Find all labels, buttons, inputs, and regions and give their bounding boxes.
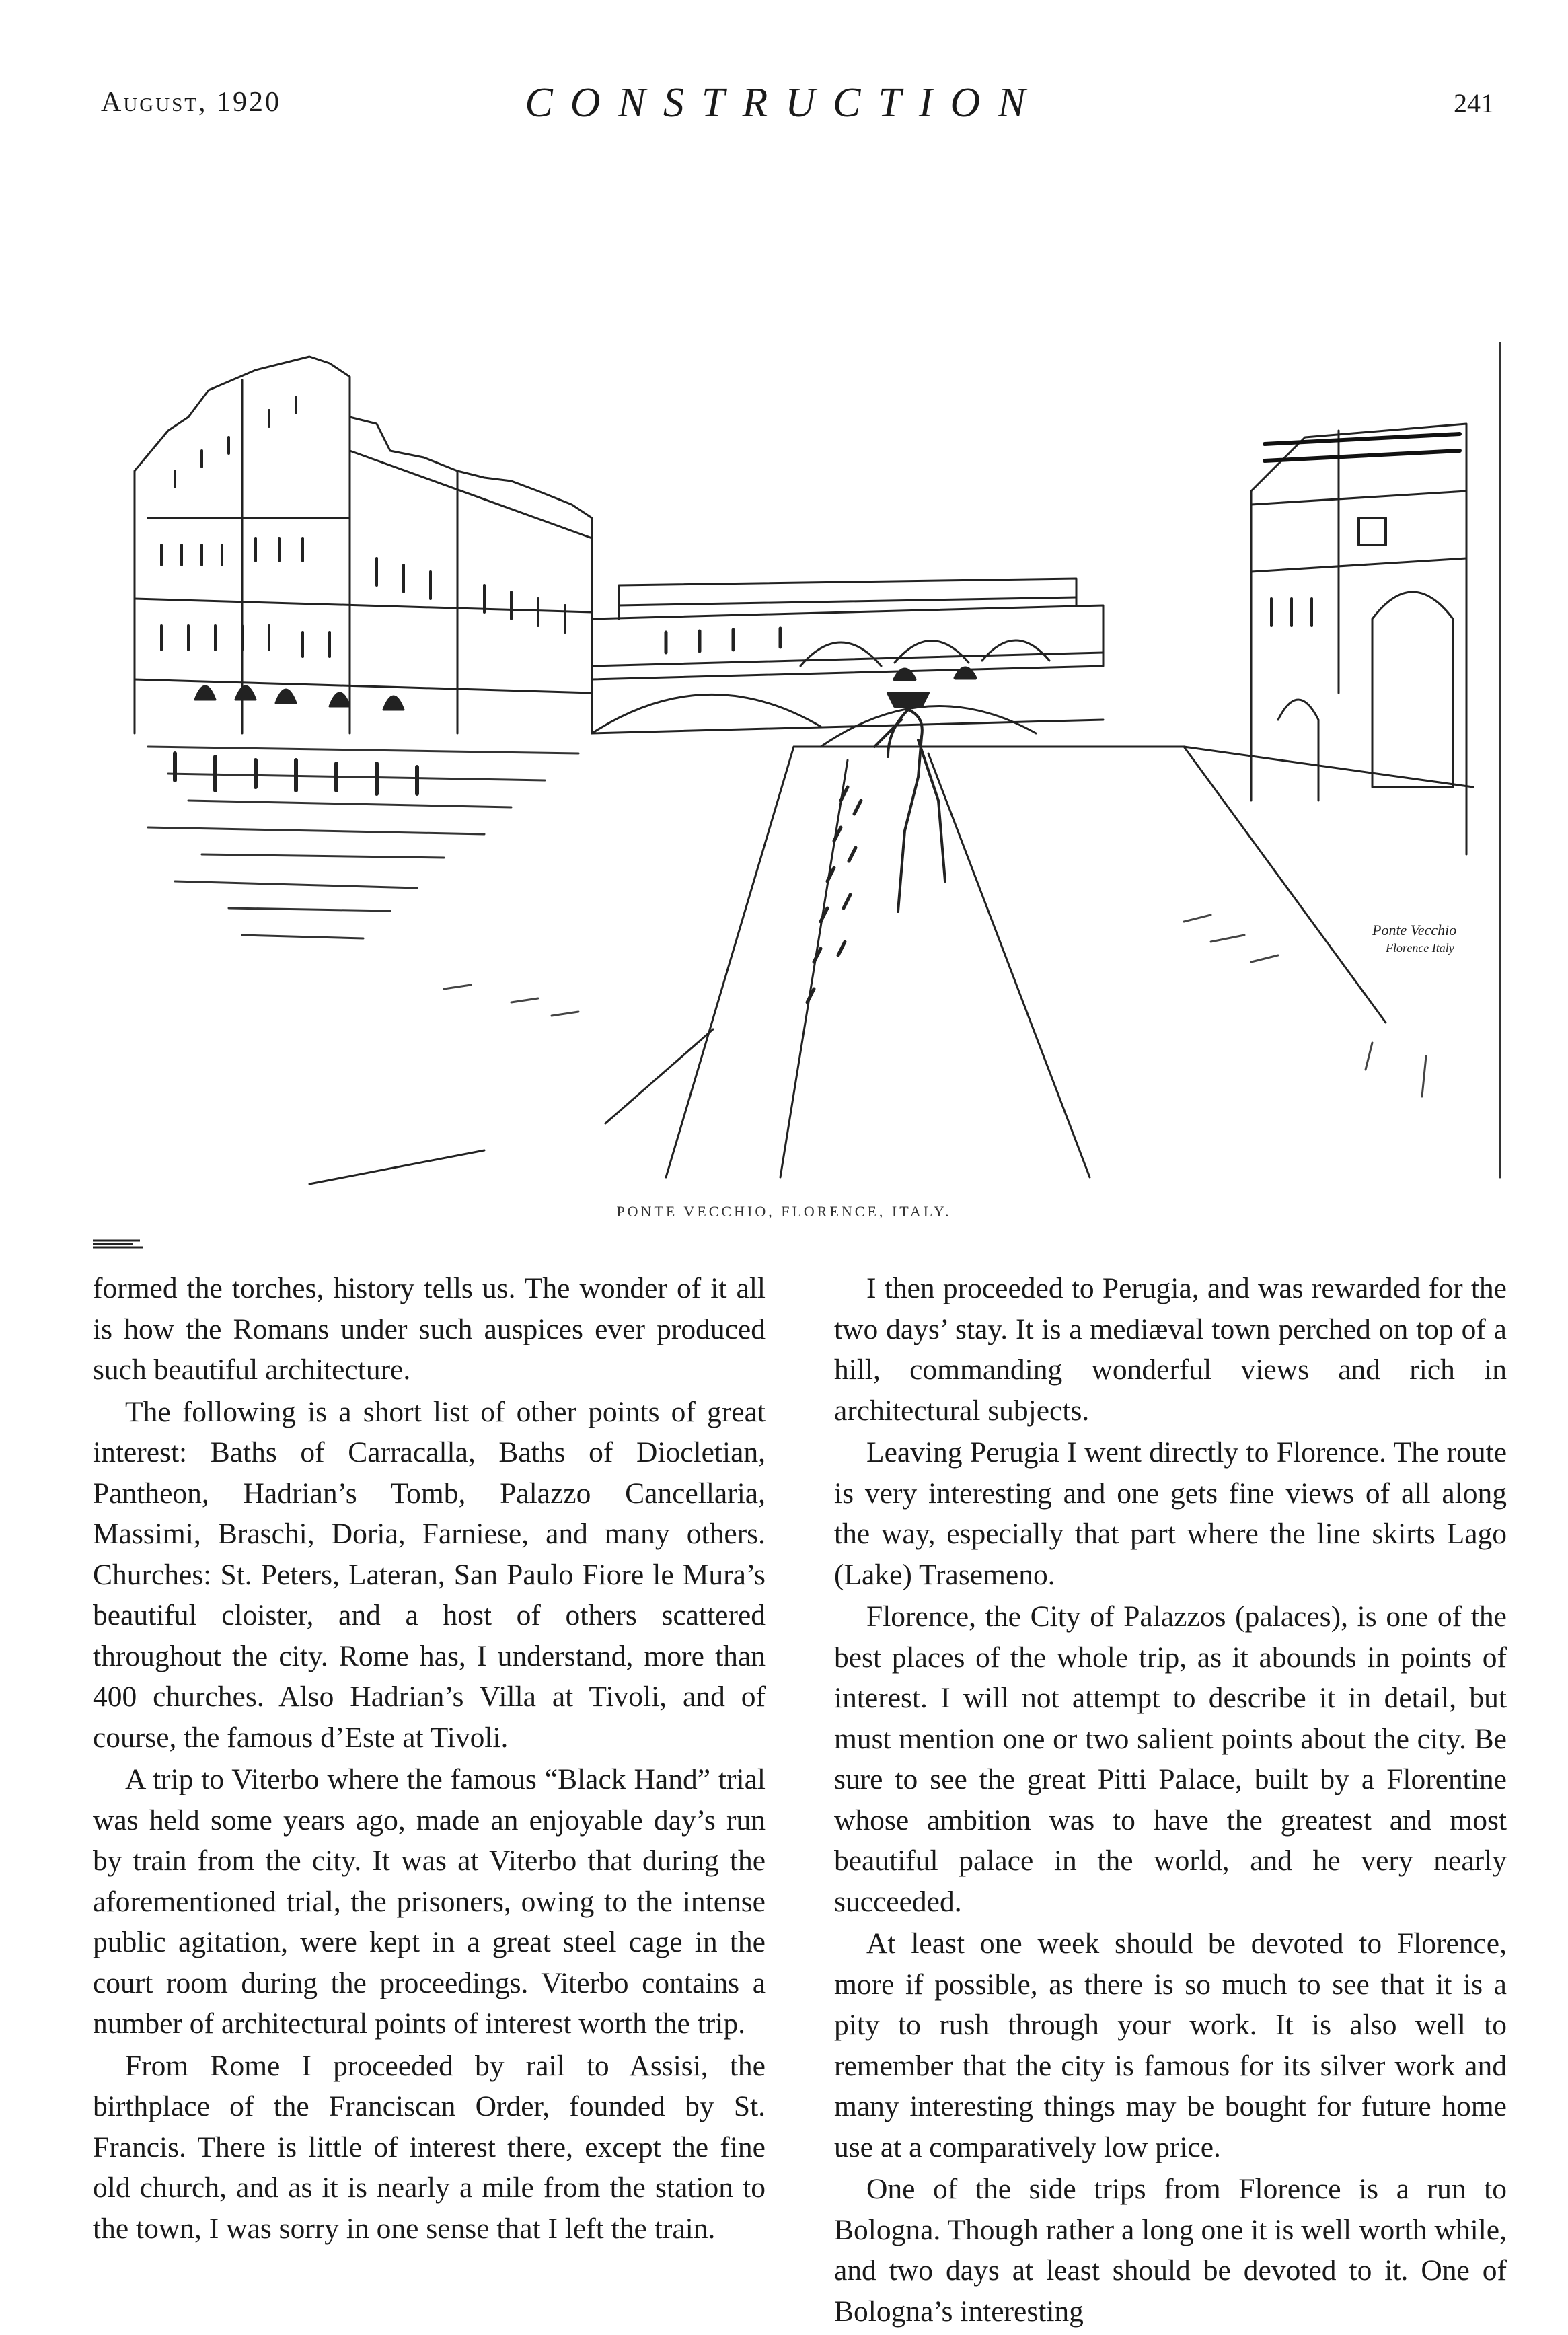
article-left-column [93, 1268, 766, 2249]
paragraph: At least one week should be devoted to Florence, more if possible, as there is so much to see that it is a pity to rush through your work. It is also well to remember that the city is famous for its silver work and many interesting things may be bought for future home use at a comparatively low price. [834, 1927, 1507, 2163]
paragraph: I then proceeded to Perugia, and was rewarded for the two days’ stay. It is a mediæval town perched on top of a hill, commanding wonderful views and rich in architectural subjects. [834, 1272, 1507, 1427]
paragraph: One of the side trips from Florence is a run to Bologna. Though rather a long one it is well worth while, and two days at least should be devoted to it. One of Bologna’s interesting [834, 2173, 1507, 2328]
artist-signature: Ponte Vecchio [1372, 922, 1457, 938]
paragraph: The following is a short list of other points of great interest: Baths of Carracalla, Baths of Diocletian, Pantheon, Hadrian’s Tomb, Palazzo Cancellaria, Massimi, Braschi, Doria, Farniese, and many others. Churches: St. Peters, Lateran, San Paulo Fiore le Mura’s beautiful cloister, and a host of others scattered throughout the city. Rome has, I understand, more than 400 churches. Also Hadrian’s Villa at Tivoli, and of course, the famous d’Este at Tivoli. [93, 1395, 766, 1754]
illustration-caption: PONTE VECCHIO, FLORENCE, ITALY. [616, 1203, 952, 1220]
paragraph: formed the torches, history tells us. The wonder of it all is how the Romans under such auspices ever produced such beautiful architecture. [93, 1272, 766, 1386]
paragraph: Florence, the City of Palazzos (palaces), is one of the best places of the whole trip, as it abounds in points of interest. I will not attempt to describe it in detail, but must mention one or two salient points about the city. Be sure to see the great Pitti Palace, built by a Florentine whose ambition was to have the greatest and most beautiful palace in the world, and he very nearly succeeded. [834, 1600, 1507, 1918]
article-right-column [834, 1268, 1507, 2332]
magazine-title: CONSTRUCTION [525, 80, 1043, 126]
issue-date: August, 1920 [101, 87, 282, 118]
paragraph: From Rome I proceeded by rail to Assisi, the birthplace of the Franciscan Order, founded by St. Francis. There is little of interest there, except the fine old church, and as it is nearly a mile from the station to the town, I was sorry in one sense that I left the train. [93, 2049, 766, 2245]
ornament-rule [93, 1238, 147, 1250]
ponte-vecchio-sketch [108, 316, 1507, 1191]
running-head [0, 79, 1568, 133]
paragraph: Leaving Perugia I went directly to Florence. The route is very interesting and one gets fine views of all along the way, especially that part where the line skirts Lago (Lake) Trasemeno. [834, 1436, 1507, 1591]
page-number: 241 [1454, 88, 1494, 118]
svg-text:Florence Italy: Florence Italy [1386, 941, 1454, 955]
paragraph: A trip to Viterbo where the famous “Black Hand” trial was held some years ago, made an enjoyable day’s run by train from the city. It was at Viterbo that during the aforementioned trial, the prisoners, owing to the intense public agitation, were kept in a great steel cage in the court room during the proceedings. Viterbo contains a number of architectural points of interest worth the trip. [93, 1763, 766, 2040]
